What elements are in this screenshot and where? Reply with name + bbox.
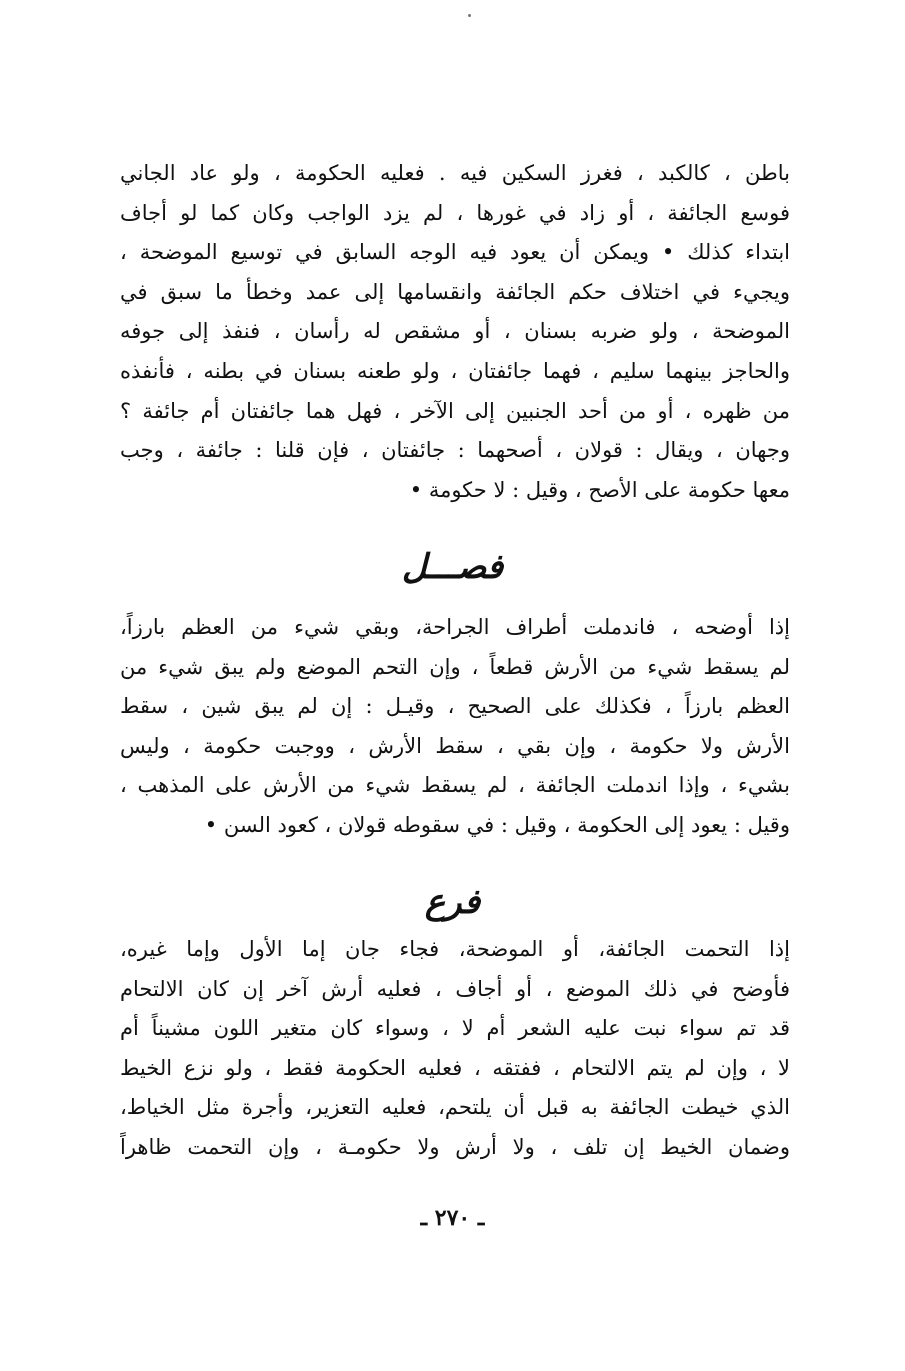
text-line: لم يسقط شيء من الأرش قطعاً ، وإن التحم الموضع ولم يبق شيء من (120, 654, 790, 679)
page-number: ـ ٢٧٠ ـ (420, 1205, 485, 1231)
text-line: وجهان ، ويقال : قولان ، أصحهما : جائفتان ، فإن قلنا : جائفة ، وجب (120, 438, 790, 463)
text-line: من ظهره ، أو من أحد الجنبين إلى الآخر ، فهل هما جائفتان أم جائفة ؟ (120, 398, 790, 423)
text-line: ابتداء كذلك • ويمكن أن يعود فيه الوجه السابق في توسيع الموضحة ، (120, 240, 790, 265)
text-line: الأرش ولا حكومة ، وإن بقي ، سقط الأرش ، ووجبت حكومة ، وليس (120, 733, 790, 758)
section-heading-far: فرع (424, 882, 481, 922)
text-line: الموضحة ، ولو ضربه بسنان ، أو مشقص له رأسان ، فنفذ إلى جوفه (120, 319, 790, 344)
section-heading-fasl: فصـــل (401, 547, 504, 587)
text-line: فأوضح في ذلك الموضع ، أو أجاف ، فعليه أرش آخر إن كان الالتحام (120, 976, 790, 1001)
text-line: وقيل : يعود إلى الحكومة ، وقيل : في سقوطه قولان ، كعود السن • (204, 812, 790, 837)
text-line: إذا أوضحه ، فاندملت أطراف الجراحة، وبقي شيء من العظم بارزاً، (120, 615, 790, 639)
text-line: معها حكومة على الأصح ، وقيل : لا حكومة • (409, 477, 790, 502)
text-line: لا ، وإن لم يتم الالتحام ، ففتقه ، فعليه الحكومة فقط ، ولو نزع الخيط (120, 1055, 790, 1080)
text-line: العظم بارزاً ، فكذلك على الصحيح ، وقيـل : إن لم يبق شين ، سقط (120, 694, 790, 719)
text-line: إذا التحمت الجائفة، أو الموضحة، فجاء جان إما الأول وإما غيره، (120, 937, 790, 961)
text-line: والحاجز بينهما سليم ، فهما جائفتان ، ولو طعنه بسنان في بطنه ، فأنفذه (120, 358, 790, 383)
text-line: ويجيء في اختلاف حكم الجائفة وانقسامها إلى عمد وخطأ ما سبق في (120, 279, 790, 304)
text-line: باطن ، كالكبد ، فغرز السكين فيه . فعليه الحكومة ، ولو عاد الجاني (120, 161, 790, 185)
text-line: وضمان الخيط إن تلف ، ولا أرش ولا حكومـة ، وإن التحمت ظاهراً (120, 1134, 790, 1159)
text-line: قد تم سواء نبت عليه الشعر أم لا ، وسواء كان متغير اللون مشيناً أم (120, 1016, 790, 1041)
text-line: بشيء ، وإذا اندملت الجائفة ، لم يسقط شيء من الأرش على المذهب ، (120, 773, 790, 798)
text-line: الذي خيطت الجائفة به قبل أن يلتحم، فعليه التعزير، وأجرة مثل الخياط، (120, 1095, 790, 1120)
scan-speck (468, 14, 471, 17)
paragraph-fasl (120, 608, 790, 846)
paragraph-far (120, 930, 790, 1168)
paragraph-continuation (120, 154, 790, 510)
text-line: فوسع الجائفة ، أو زاد في غورها ، لم يزد الواجب وكان كما لو أجاف (120, 200, 790, 225)
